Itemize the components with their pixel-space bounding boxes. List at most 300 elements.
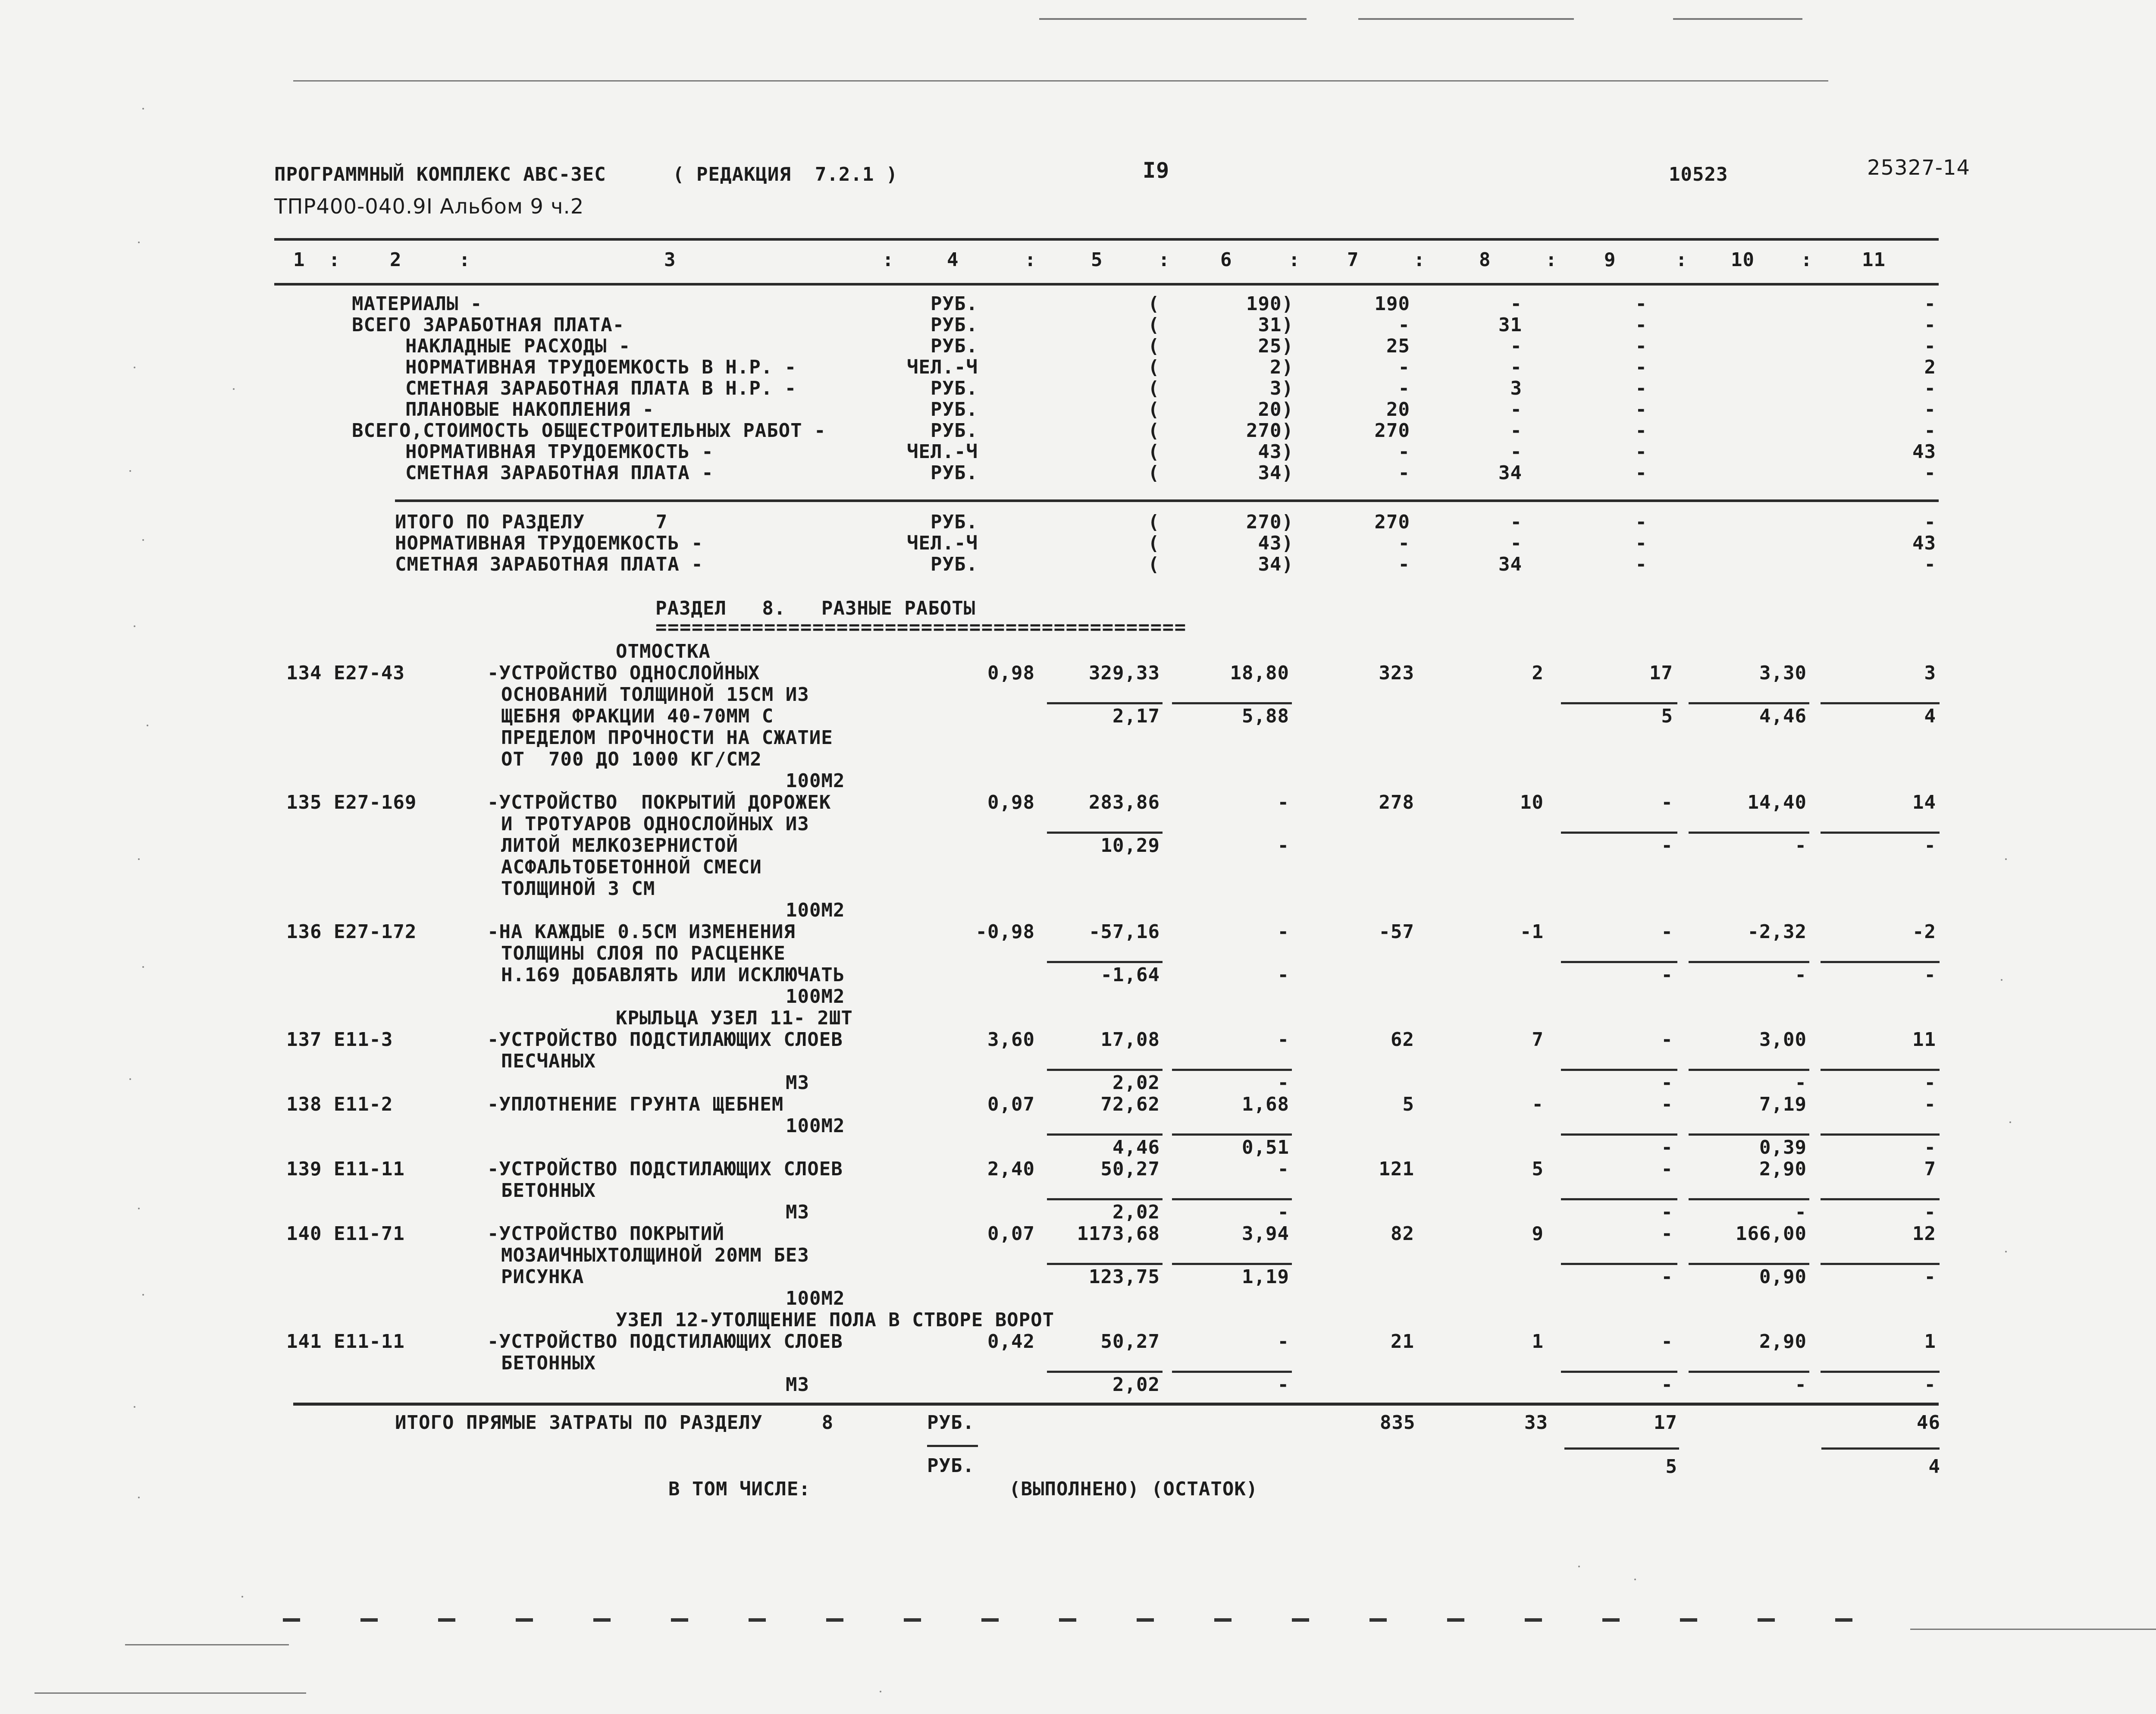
value-underline	[1561, 1069, 1677, 1071]
work-item-text: Н.169 ДОБАВЛЯТЬ ИЛИ ИСКЛЮЧАТЬ	[501, 964, 845, 986]
scan-speck	[880, 1691, 881, 1692]
value-underline	[1561, 1198, 1677, 1200]
work-item-value: -	[1661, 1136, 1673, 1158]
value-underline	[1047, 1198, 1163, 1200]
scan-line	[1039, 18, 1307, 20]
work-item-text: -УСТРОЙСТВО ПОКРЫТИЙ ДОРОЖЕК	[487, 791, 831, 813]
work-item-value: 5	[1661, 705, 1673, 727]
page-number: I9	[1143, 158, 1170, 183]
total-row-c8: -	[1510, 532, 1522, 554]
work-item-value: -	[1924, 1136, 1936, 1158]
value-underline	[1047, 1371, 1163, 1373]
work-item-text: АСФАЛЬТОБЕТОННОЙ СМЕСИ	[501, 856, 762, 878]
footer-c7: 835	[1380, 1412, 1416, 1434]
work-item-value: -	[1532, 1093, 1544, 1115]
column-separator: :	[1288, 249, 1300, 271]
column-header-c9: 9	[1604, 249, 1616, 271]
value-underline	[1689, 1263, 1809, 1265]
work-item-text: МОЗАИЧНЫХТОЛЩИНОЙ 20ММ БЕЗ	[501, 1244, 809, 1266]
summary-row-c11: -	[1924, 293, 1936, 315]
scan-line	[125, 1644, 289, 1645]
scan-speck	[142, 108, 144, 110]
value-underline	[1561, 1371, 1677, 1373]
value-underline	[1047, 702, 1163, 704]
total-row-c9: -	[1635, 532, 1647, 554]
work-item-value: 0,98	[987, 662, 1035, 684]
column-header-rule	[274, 283, 1939, 286]
summary-row-label: НАКЛАДНЫЕ РАСХОДЫ -	[405, 335, 631, 357]
summary-row-c7: -	[1398, 377, 1410, 399]
footer-c9-top: 17	[1654, 1412, 1677, 1434]
work-item-value: 18,80	[1230, 662, 1289, 684]
dash-segment	[1835, 1618, 1852, 1622]
summary-row-label: ВСЕГО ЗАРАБОТНАЯ ПЛАТА-	[352, 314, 625, 336]
summary-row-label: ВСЕГО,СТОИМОСТЬ ОБЩЕСТРОИТЕЛЬНЫХ РАБОТ -	[352, 420, 826, 442]
column-separator: :	[882, 249, 894, 271]
work-item-value: 2,90	[1759, 1158, 1807, 1180]
summary-row-label: СМЕТНАЯ ЗАРАБОТНАЯ ПЛАТА -	[405, 462, 714, 484]
value-underline	[1047, 1133, 1163, 1136]
document-subtitle: ТПР400-040.9I Альбом 9 ч.2	[274, 195, 584, 219]
work-item-value: 4	[1924, 705, 1936, 727]
work-item-value: 14	[1912, 791, 1936, 813]
scan-speck	[142, 539, 144, 541]
total-row-label: СМЕТНАЯ ЗАРАБОТНАЯ ПЛАТА -	[395, 553, 703, 575]
work-item-value: -	[1277, 964, 1289, 986]
total-row-c7: -	[1398, 553, 1410, 575]
work-item-value: -	[1277, 1374, 1289, 1396]
dash-segment	[593, 1618, 611, 1622]
summary-row-c8: -	[1510, 356, 1522, 378]
value-underline	[1047, 1263, 1163, 1265]
dash-segment	[1525, 1618, 1542, 1622]
work-item-value: -57,16	[1089, 921, 1160, 943]
dash-segment	[826, 1618, 843, 1622]
work-item-value: -	[1661, 835, 1673, 857]
work-item-text: ТОЛЩИНОЙ 3 СМ	[501, 878, 655, 900]
value-underline	[1821, 702, 1940, 704]
work-item-value: 17	[1649, 662, 1673, 684]
footer-c11-underline	[1821, 1447, 1940, 1450]
work-item-value: 7,19	[1759, 1093, 1807, 1115]
total-row-c11: 43	[1912, 532, 1936, 554]
work-item-value: 2,90	[1759, 1331, 1807, 1353]
value-underline	[1821, 1371, 1940, 1373]
summary-row-unit: РУБ.	[931, 462, 978, 484]
value-underline	[1172, 1069, 1292, 1071]
column-separator: :	[329, 249, 341, 271]
work-item-value: -	[1795, 835, 1807, 857]
including-label: В ТОМ ЧИСЛЕ:	[668, 1478, 811, 1500]
scan-speck	[138, 1497, 140, 1498]
summary-row-unit: РУБ.	[931, 293, 978, 315]
edition-label: ( РЕДАКЦИЯ 7.2.1 )	[673, 163, 898, 185]
work-item-value: 7	[1924, 1158, 1936, 1180]
work-item-value: 3,60	[987, 1029, 1035, 1051]
column-header-c5: 5	[1091, 249, 1103, 271]
total-row-c7: 270	[1374, 511, 1410, 533]
work-item-value: 2	[1532, 662, 1544, 684]
summary-row-c8: 34	[1498, 462, 1522, 484]
dash-segment	[1214, 1618, 1232, 1622]
document-reference: 25327-14	[1867, 156, 1971, 180]
work-item-text: И ТРОТУАРОВ ОДНОСЛОЙНЫХ ИЗ	[501, 813, 809, 835]
dash-segment	[749, 1618, 766, 1622]
summary-row-unit: РУБ.	[931, 399, 978, 421]
summary-row-c8: -	[1510, 399, 1522, 421]
summary-row-c6: 2)	[1270, 356, 1294, 378]
work-item-value: 4,46	[1112, 1136, 1160, 1158]
column-separator: :	[1676, 249, 1688, 271]
dash-segment	[1137, 1618, 1154, 1622]
work-item-text: -УСТРОЙСТВО ПОКРЫТИЙ	[487, 1223, 724, 1245]
work-item-code: 135 Е27-169	[286, 791, 417, 813]
dash-segment	[904, 1618, 921, 1622]
section-total-unit: РУБ.	[927, 1412, 975, 1434]
scan-line	[1358, 18, 1574, 20]
work-item-text: БЕТОННЫХ	[501, 1180, 596, 1202]
work-item-value: 11	[1912, 1029, 1936, 1051]
work-item-value: 0,51	[1242, 1136, 1289, 1158]
work-item-value: -	[1924, 1266, 1936, 1288]
summary-row-c11: -	[1924, 399, 1936, 421]
work-item-value: -	[1924, 1093, 1936, 1115]
section-heading-underline: ============================================	[655, 616, 1187, 638]
scan-speck	[147, 725, 148, 726]
work-item-value: 9	[1532, 1223, 1544, 1245]
summary-row-c7: 270	[1374, 420, 1410, 442]
dash-segment	[1680, 1618, 1697, 1622]
work-item-text: ПРЕДЕЛОМ ПРОЧНОСТИ НА СЖАТИЕ	[501, 727, 833, 749]
work-item-value: -2,32	[1747, 921, 1807, 943]
summary-row-c9: -	[1635, 293, 1647, 315]
work-item-value: 1173,68	[1077, 1223, 1160, 1245]
dash-segment	[516, 1618, 533, 1622]
dash-segment	[1292, 1618, 1309, 1622]
total-row-c8: 34	[1498, 553, 1522, 575]
work-item-value: 1	[1924, 1331, 1936, 1353]
value-underline	[1821, 1263, 1940, 1265]
document-code: 10523	[1669, 163, 1728, 185]
work-item-value: 0,42	[987, 1331, 1035, 1353]
work-item-value: 10,29	[1100, 835, 1160, 857]
scan-speck	[2001, 979, 2002, 981]
summary-row-c9: -	[1635, 420, 1647, 442]
footer-c11-bottom: 4	[1928, 1456, 1940, 1478]
value-underline	[1172, 1198, 1292, 1200]
footer-c11-top: 46	[1917, 1412, 1940, 1434]
summary-row-paren: (	[1148, 356, 1160, 378]
work-item-value: -	[1924, 1374, 1936, 1396]
summary-row-c11: 2	[1924, 356, 1936, 378]
value-underline	[1047, 832, 1163, 834]
work-item-code: 134 Е27-43	[286, 662, 405, 684]
work-item-value: -	[1661, 964, 1673, 986]
summary-row-c9: -	[1635, 335, 1647, 357]
dash-segment	[1369, 1618, 1387, 1622]
work-item-value: 3,94	[1242, 1223, 1289, 1245]
column-header-c10: 10	[1731, 249, 1755, 271]
work-item-value: -	[1277, 1331, 1289, 1353]
scan-speck	[233, 388, 235, 390]
work-item-text: -УСТРОЙСТВО ПОДСТИЛАЮЩИХ СЛОЕВ	[487, 1029, 843, 1051]
column-separator: :	[1413, 249, 1426, 271]
summary-row-c11: -	[1924, 335, 1936, 357]
column-separator: :	[1545, 249, 1557, 271]
value-underline	[1689, 1133, 1809, 1136]
summary-row-c9: -	[1635, 462, 1647, 484]
scan-speck	[142, 966, 144, 968]
scan-line	[1673, 18, 1802, 20]
column-header-c3: 3	[664, 249, 676, 271]
scan-speck	[134, 625, 135, 627]
work-item-value: 7	[1532, 1029, 1544, 1051]
footer-c8: 33	[1524, 1412, 1548, 1434]
work-item-value: 5,88	[1242, 705, 1289, 727]
summary-row-c7: -	[1398, 441, 1410, 463]
summary-row-unit: ЧЕЛ.-Ч	[907, 356, 978, 378]
work-item-value: 2,40	[987, 1158, 1035, 1180]
program-title: ПРОГРАММНЫЙ КОМПЛЕКС АВС-3ЕС	[274, 163, 606, 185]
summary-row-unit: РУБ.	[931, 314, 978, 336]
work-item-text: -УСТРОЙСТВО ПОДСТИЛАЮЩИХ СЛОЕВ	[487, 1158, 843, 1180]
column-separator: :	[1025, 249, 1037, 271]
summary-row-c6: 3)	[1270, 377, 1294, 399]
work-item-value: -	[1924, 964, 1936, 986]
summary-row-c9: -	[1635, 314, 1647, 336]
value-underline	[1689, 1371, 1809, 1373]
summary-row-c11: -	[1924, 377, 1936, 399]
work-item-value: 4,46	[1759, 705, 1807, 727]
summary-row-paren: (	[1148, 420, 1160, 442]
total-row-unit: РУБ.	[931, 511, 978, 533]
summary-row-c6: 31)	[1258, 314, 1294, 336]
summary-row-c8: 3	[1510, 377, 1522, 399]
value-underline	[1561, 1263, 1677, 1265]
summary-row-c7: 190	[1374, 293, 1410, 315]
work-item-value: 50,27	[1100, 1158, 1160, 1180]
scan-speck	[1578, 1566, 1580, 1567]
value-underline	[1689, 1069, 1809, 1071]
dash-segment	[1758, 1618, 1775, 1622]
value-underline	[1047, 1069, 1163, 1071]
work-item-value: -	[1277, 1201, 1289, 1223]
value-underline	[1821, 1198, 1940, 1200]
dash-segment	[438, 1618, 455, 1622]
summary-row-paren: (	[1148, 462, 1160, 484]
summary-row-c9: -	[1635, 399, 1647, 421]
work-item-unit: М3	[786, 1374, 809, 1396]
work-item-value: 10	[1520, 791, 1544, 813]
work-item-text: ПЕСЧАНЫХ	[501, 1050, 596, 1072]
work-item-value: -1,64	[1100, 964, 1160, 986]
summary-row-paren: (	[1148, 399, 1160, 421]
scan-speck	[134, 1406, 135, 1408]
work-item-unit: 100М2	[786, 770, 845, 792]
total-row-label: НОРМАТИВНАЯ ТРУДОЕМКОСТЬ -	[395, 532, 703, 554]
total-row-unit: РУБ.	[931, 553, 978, 575]
work-item-unit: 100М2	[786, 1287, 845, 1309]
value-underline	[1047, 961, 1163, 963]
scan-speck	[2009, 1121, 2011, 1123]
footer-unit-2: РУБ.	[927, 1455, 975, 1477]
work-item-value: -	[1924, 1201, 1936, 1223]
work-item-value: 17,08	[1100, 1029, 1160, 1051]
work-item-value: 62	[1391, 1029, 1414, 1051]
work-item-value: -	[1277, 791, 1289, 813]
work-item-value: -	[1795, 1374, 1807, 1396]
section-total-label: ИТОГО ПРЯМЫЕ ЗАТРАТЫ ПО РАЗДЕЛУ 8	[395, 1412, 834, 1434]
work-item-value: 1,68	[1242, 1093, 1289, 1115]
total-row-c6: 34)	[1258, 553, 1294, 575]
summary-row-label: СМЕТНАЯ ЗАРАБОТНАЯ ПЛАТА В Н.Р. -	[405, 377, 797, 399]
work-item-value: -	[1277, 835, 1289, 857]
work-item-value: 50,27	[1100, 1331, 1160, 1353]
summary-row-label: НОРМАТИВНАЯ ТРУДОЕМКОСТЬ В Н.Р. -	[405, 356, 797, 378]
summary-row-c6: 190)	[1246, 293, 1294, 315]
summary-row-c8: -	[1510, 441, 1522, 463]
work-item-value: 0,90	[1759, 1266, 1807, 1288]
value-underline	[1689, 832, 1809, 834]
total-row-c11: -	[1924, 553, 1936, 575]
section-heading: РАЗДЕЛ 8. РАЗНЫЕ РАБОТЫ	[655, 597, 976, 619]
work-item-unit: 100М2	[786, 899, 845, 921]
summary-row-c6: 25)	[1258, 335, 1294, 357]
summary-row-paren: (	[1148, 441, 1160, 463]
work-item-value: -	[1661, 1331, 1673, 1353]
total-row-unit: ЧЕЛ.-Ч	[907, 532, 978, 554]
value-underline	[1172, 1371, 1292, 1373]
total-row-paren: (	[1148, 511, 1160, 533]
work-item-value: -	[1661, 1201, 1673, 1223]
work-item-value: 278	[1379, 791, 1414, 813]
work-item-value: -	[1661, 1029, 1673, 1051]
summary-row-c6: 34)	[1258, 462, 1294, 484]
scan-speck	[129, 470, 131, 472]
work-item-value: 2,02	[1112, 1374, 1160, 1396]
total-row-c6: 270)	[1246, 511, 1294, 533]
scan-speck	[142, 1294, 144, 1296]
work-item-value: -	[1795, 964, 1807, 986]
total-row-c9: -	[1635, 553, 1647, 575]
work-item-group-title: ОТМОСТКА	[616, 640, 711, 662]
summary-row-c8: -	[1510, 335, 1522, 357]
work-item-code: 138 Е11-2	[286, 1093, 393, 1115]
total-row-c9: -	[1635, 511, 1647, 533]
value-underline	[1689, 961, 1809, 963]
summary-row-c7: 25	[1386, 335, 1410, 357]
work-item-value: 12	[1912, 1223, 1936, 1245]
table-top-rule	[274, 238, 1939, 241]
work-item-value: 2,17	[1112, 705, 1160, 727]
work-item-code: 141 Е11-11	[286, 1331, 405, 1353]
summary-row-c11: -	[1924, 314, 1936, 336]
work-item-value: -	[1661, 791, 1673, 813]
value-underline	[1689, 1198, 1809, 1200]
total-row-label: ИТОГО ПО РАЗДЕЛУ 7	[395, 511, 668, 533]
work-item-value: -	[1661, 1093, 1673, 1115]
work-item-value: 3	[1924, 662, 1936, 684]
scan-line	[34, 1692, 306, 1694]
work-item-value: 21	[1391, 1331, 1414, 1353]
value-underline	[1172, 702, 1292, 704]
column-header-c4: 4	[947, 249, 959, 271]
work-item-value: -	[1924, 835, 1936, 857]
work-item-group-title: КРЫЛЬЦА УЗЕЛ 11- 2ШТ	[616, 1007, 853, 1029]
column-header-c8: 8	[1479, 249, 1491, 271]
dash-segment	[360, 1618, 378, 1622]
work-item-value: 5	[1402, 1093, 1414, 1115]
work-item-value: -	[1661, 1374, 1673, 1396]
scan-speck	[2005, 858, 2007, 860]
column-header-c1: 1	[293, 249, 305, 271]
value-underline	[1821, 961, 1940, 963]
summary-rule	[395, 499, 1939, 502]
work-item-text: ОТ 700 ДО 1000 КГ/СМ2	[501, 748, 762, 770]
work-item-value: 3,30	[1759, 662, 1807, 684]
work-item-text: РИСУНКА	[501, 1266, 584, 1288]
completed-remainder-note: (ВЫПОЛНЕНО) (ОСТАТОК)	[1009, 1478, 1258, 1500]
column-separator: :	[459, 249, 471, 271]
work-item-value: -1	[1520, 921, 1544, 943]
work-item-text: -УСТРОЙСТВО ОДНОСЛОЙНЫХ	[487, 662, 760, 684]
work-item-value: -	[1277, 1029, 1289, 1051]
work-item-value: -2	[1912, 921, 1936, 943]
work-item-value: -	[1661, 1072, 1673, 1094]
summary-row-paren: (	[1148, 293, 1160, 315]
work-item-unit: М3	[786, 1201, 809, 1223]
work-item-code: 140 Е11-71	[286, 1223, 405, 1245]
column-header-c7: 7	[1347, 249, 1359, 271]
work-item-value: -0,98	[975, 921, 1035, 943]
summary-row-c9: -	[1635, 356, 1647, 378]
work-item-unit: 100М2	[786, 1115, 845, 1137]
work-item-text: -УПЛОТНЕНИЕ ГРУНТА ЩЕБНЕМ	[487, 1093, 784, 1115]
summary-row-c6: 43)	[1258, 441, 1294, 463]
scan-line	[1910, 1629, 2156, 1630]
work-item-value: 121	[1379, 1158, 1414, 1180]
summary-row-c8: 31	[1498, 314, 1522, 336]
work-item-value: -	[1795, 1072, 1807, 1094]
summary-row-c7: -	[1398, 314, 1410, 336]
work-item-value: 2,02	[1112, 1072, 1160, 1094]
value-underline	[1689, 702, 1809, 704]
work-item-code: 136 Е27-172	[286, 921, 417, 943]
summary-row-c11: 43	[1912, 441, 1936, 463]
work-item-text: ЛИТОЙ МЕЛКОЗЕРНИСТОЙ	[501, 835, 738, 857]
scan-speck	[129, 1078, 131, 1080]
summary-row-c9: -	[1635, 377, 1647, 399]
summary-row-unit: РУБ.	[931, 420, 978, 442]
value-underline	[1561, 832, 1677, 834]
total-row-c8: -	[1510, 511, 1522, 533]
total-row-paren: (	[1148, 553, 1160, 575]
summary-row-unit: РУБ.	[931, 377, 978, 399]
work-item-value: 2,02	[1112, 1201, 1160, 1223]
dash-segment	[1447, 1618, 1464, 1622]
dash-segment	[283, 1618, 300, 1622]
work-item-value: 0,07	[987, 1223, 1035, 1245]
dash-segment	[1059, 1618, 1076, 1622]
column-header-c6: 6	[1220, 249, 1232, 271]
work-item-value: 0,98	[987, 791, 1035, 813]
summary-row-c6: 20)	[1258, 399, 1294, 421]
value-underline	[1561, 702, 1677, 704]
scan-speck	[2005, 1251, 2007, 1253]
summary-row-paren: (	[1148, 377, 1160, 399]
work-item-value: -	[1661, 921, 1673, 943]
summary-row-label: ПЛАНОВЫЕ НАКОПЛЕНИЯ -	[405, 399, 655, 421]
